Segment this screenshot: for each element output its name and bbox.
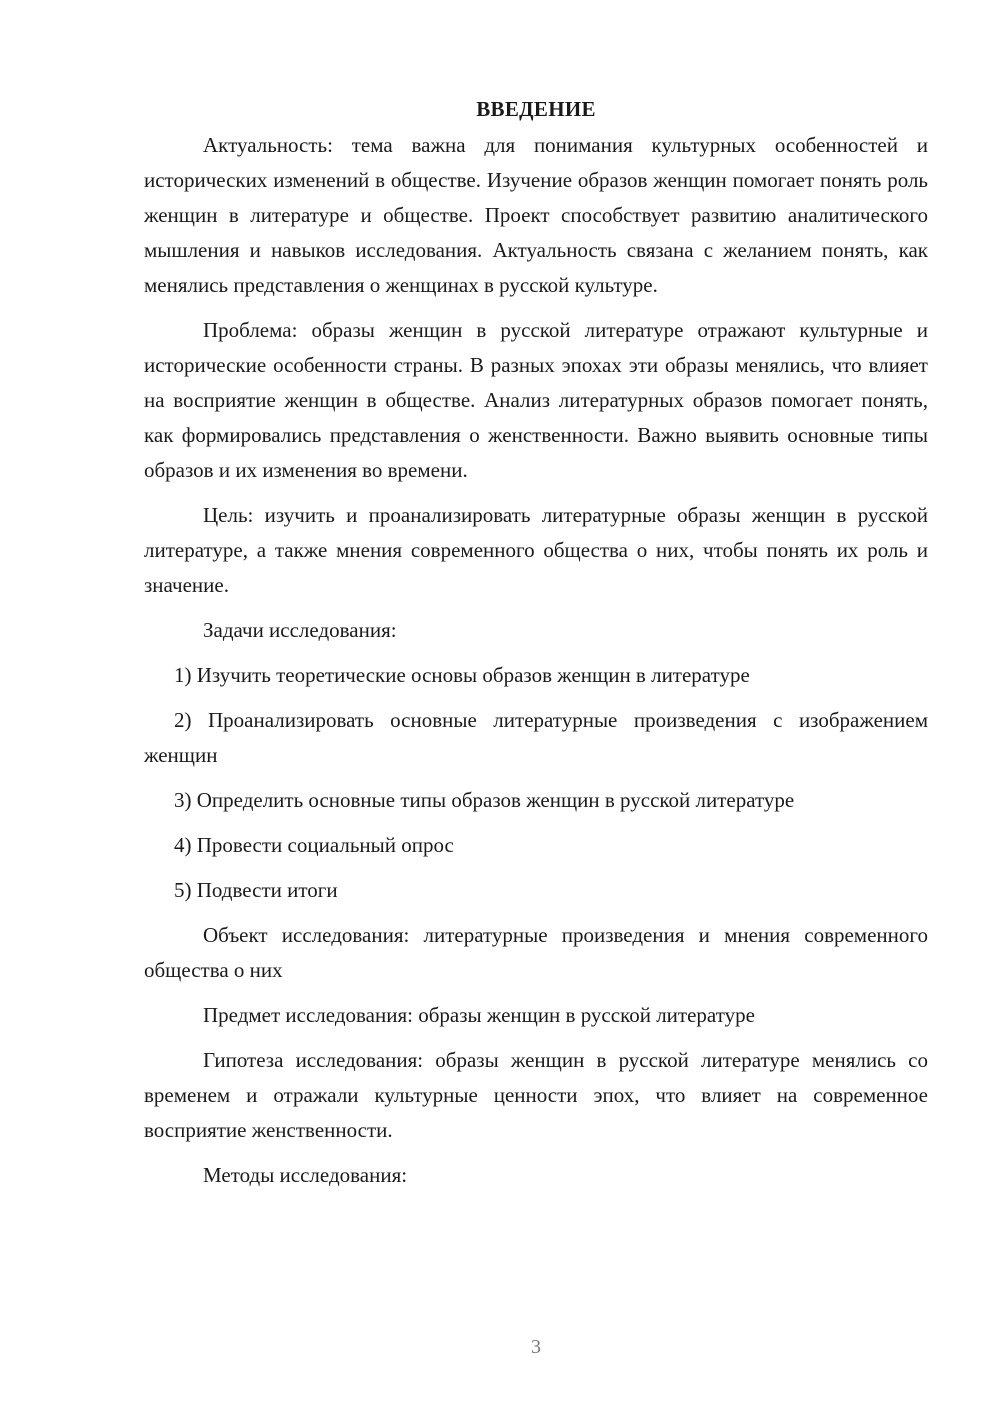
task-item-4: 4) Провести социальный опрос [174, 833, 454, 857]
object-paragraph: Объект исследования: литературные произведения и мнения современного общества о них [144, 923, 928, 982]
document-page [144, 92, 928, 1203]
tasks-heading: Задачи исследования: [203, 618, 397, 642]
goal-paragraph: Цель: изучить и проанализировать литературные образы женщин в русской литературе, а также мнения современного общества о них, чтобы понять их роль и значение. [144, 503, 928, 597]
task-item-3: 3) Определить основные типы образов женщин в русской литературе [174, 788, 795, 812]
section-title: ВВЕДЕНИЕ [476, 97, 596, 121]
task-item-5: 5) Подвести итоги [174, 878, 338, 902]
subject-paragraph: Предмет исследования: образы женщин в русской литературе [203, 1003, 755, 1027]
page-number: 3 [531, 1336, 541, 1358]
task-item-1: 1) Изучить теоретические основы образов женщин в литературе [174, 663, 750, 687]
methods-heading: Методы исследования: [203, 1163, 408, 1187]
task-item-2: 2) Проанализировать основные литературные произведения с изображением женщин [144, 708, 928, 767]
problem-paragraph: Проблема: образы женщин в русской литературе отражают культурные и исторические особенности страны. В разных эпохах эти образы менялись, что влияет на восприятие женщин в обществе. Анализ литературных образов помогает понять, как формировались представления о женственности. Важно выявить основные типы образов и их изменения во времени. [144, 318, 928, 482]
relevance-paragraph: Актуальность: тема важна для понимания культурных особенностей и исторических изменений в обществе. Изучение образов женщин помогает понять роль женщин в литературе и обществе. Проект способствует развитию аналитического мышления и навыков исследования. Актуальность связана с желанием понять, как менялись представления о женщинах в русской культуре. [144, 133, 928, 297]
hypothesis-paragraph: Гипотеза исследования: образы женщин в русской литературе менялись со временем и отражали культурные ценности эпох, что влияет на современное восприятие женственности. [144, 1048, 928, 1142]
